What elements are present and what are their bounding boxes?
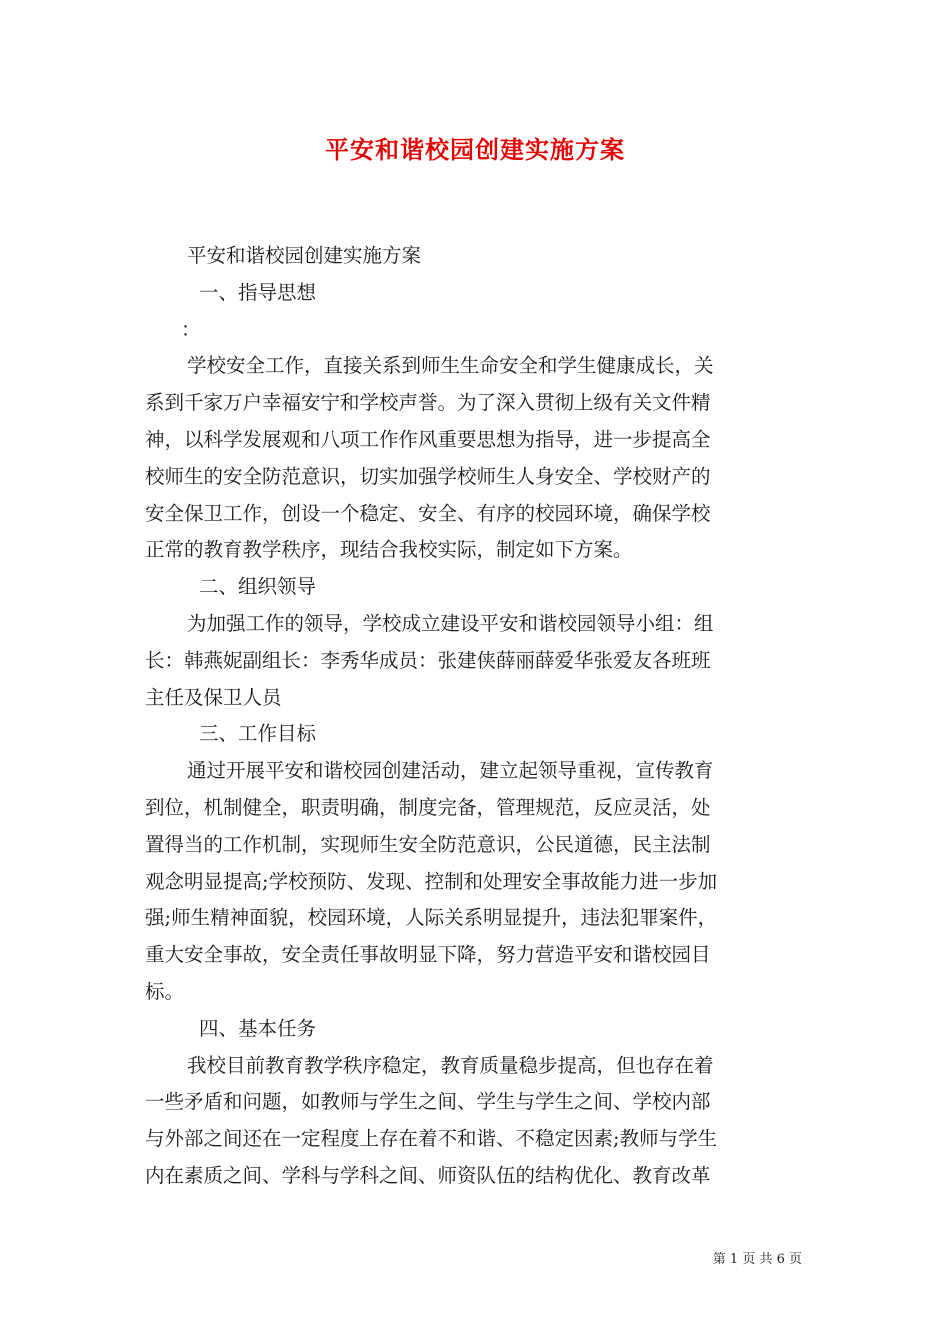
paragraph-line: 系到千家万户幸福安宁和学校声誉。为了深入贯彻上级有关文件精 — [145, 391, 711, 415]
document-title: 平安和谐校园创建实施方案 — [325, 135, 625, 164]
section-heading-1: 一、指导思想 — [199, 280, 317, 304]
paragraph-line: 到位，机制健全，职责明确，制度完备，管理规范，反应灵活，处 — [145, 795, 711, 819]
paragraph-line: 校师生的安全防范意识，切实加强学校师生人身安全、学校财产的 — [145, 464, 711, 488]
paragraph-line: 神，以科学发展观和八项工作作风重要思想为指导，进一步提高全 — [145, 427, 711, 451]
paragraph-line: 观念明显提高;学校预防、发现、控制和处理安全事故能力进一步加 — [145, 869, 718, 893]
paragraph-line: 安全保卫工作，创设一个稳定、安全、有序的校园环境，确保学校 — [145, 501, 711, 525]
paragraph-line: 长：韩燕妮副组长：李秀华成员：张建侠薛丽薛爱华张爱友各班班 — [145, 648, 711, 672]
paragraph-line: 学校安全工作，直接关系到师生生命安全和学生健康成长，关 — [187, 354, 714, 378]
document-body — [145, 238, 805, 1195]
paragraph-line: 通过开展平安和谐校园创建活动，建立起领导重视，宣传教育 — [187, 759, 714, 783]
paragraph-line: 一些矛盾和问题，如教师与学生之间、学生与学生之间、学校内部 — [145, 1090, 711, 1114]
page-number-footer: 第 1 页 共 6 页 — [712, 1252, 802, 1267]
section-heading-3: 三、工作目标 — [199, 722, 317, 746]
paragraph-line: 重大安全事故，安全责任事故明显下降，努力营造平安和谐校园目 — [145, 943, 711, 967]
subtitle: 平安和谐校园创建实施方案 — [187, 244, 422, 267]
paragraph-line: 我校目前教育教学秩序稳定，教育质量稳步提高，但也存在着 — [187, 1053, 714, 1077]
paragraph-line: 强;师生精神面貌，校园环境，人际关系明显提升，违法犯罪案件， — [145, 906, 718, 930]
section-heading-2: 二、组织领导 — [199, 575, 317, 599]
paragraph-line: 内在素质之间、学科与学科之间、师资队伍的结构优化、教育改革 — [145, 1163, 711, 1187]
paragraph-line: 为加强工作的领导，学校成立建设平安和谐校园领导小组：组 — [187, 611, 714, 635]
paragraph-line: 正常的教育教学秩序，现结合我校实际，制定如下方案。 — [145, 538, 633, 562]
section-heading-4: 四、基本任务 — [199, 1016, 317, 1040]
section-colon: ： — [181, 317, 201, 341]
paragraph-line: 与外部之间还在一定程度上存在着不和谐、不稳定因素;教师与学生 — [145, 1127, 718, 1151]
paragraph-line: 置得当的工作机制，实现师生安全防范意识，公民道德，民主法制 — [145, 832, 711, 856]
paragraph-line: 主任及保卫人员 — [145, 685, 282, 709]
paragraph-line: 标。 — [145, 979, 185, 1003]
